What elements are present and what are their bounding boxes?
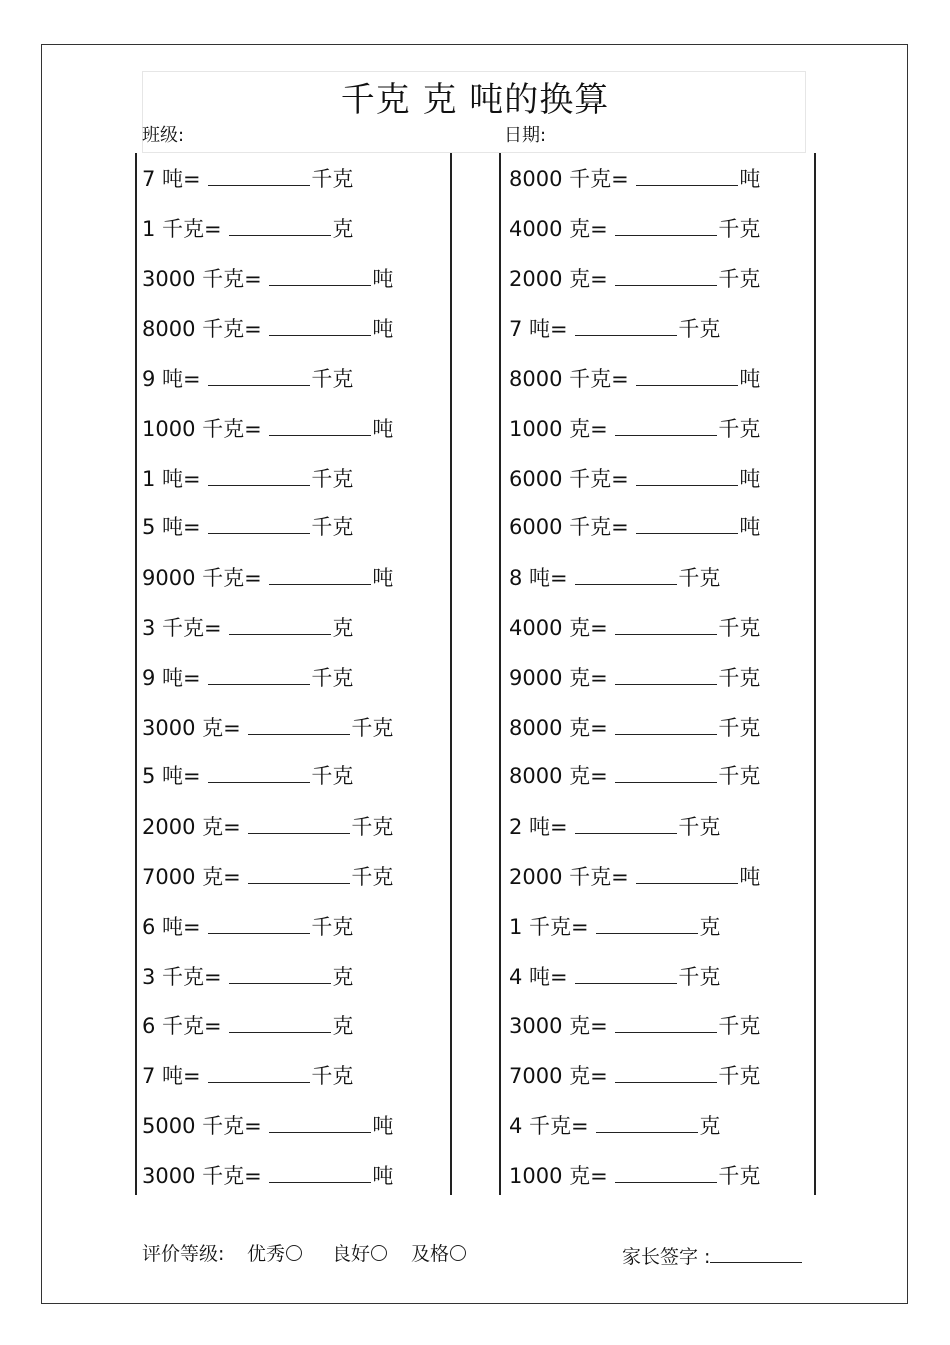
answer-blank[interactable] <box>269 413 371 436</box>
problem-unit: 千克 <box>311 666 354 690</box>
answer-blank[interactable] <box>575 811 677 834</box>
problem-unit: 千克 <box>351 815 394 839</box>
problem-prefix: 1000 克= <box>509 417 608 441</box>
answer-blank[interactable] <box>208 463 310 486</box>
problem-prefix: 4000 克= <box>509 217 608 241</box>
answer-blank[interactable] <box>636 463 738 486</box>
problem-prefix: 9000 克= <box>509 666 608 690</box>
answer-blank[interactable] <box>615 712 717 735</box>
circle-checkbox-icon[interactable] <box>371 1245 387 1261</box>
answer-blank[interactable] <box>615 1160 717 1183</box>
problem-row <box>509 712 760 742</box>
signature-blank[interactable] <box>710 1240 802 1263</box>
problem-prefix: 1000 千克= <box>142 417 262 441</box>
problem-prefix: 8000 克= <box>509 716 608 740</box>
problem-prefix: 7 吨= <box>142 1064 201 1088</box>
problem-prefix: 8000 千克= <box>509 167 629 191</box>
problem-unit: 千克 <box>718 217 761 241</box>
problem-prefix: 3000 克= <box>509 1014 608 1038</box>
problem-unit: 吨 <box>372 417 394 441</box>
answer-blank[interactable] <box>269 562 371 585</box>
answer-blank[interactable] <box>636 363 738 386</box>
problem-unit: 吨 <box>372 317 394 341</box>
problem-prefix: 5000 千克= <box>142 1114 262 1138</box>
problem-unit: 千克 <box>718 666 761 690</box>
problem-row <box>142 1160 393 1190</box>
problem-prefix: 1 千克= <box>142 217 222 241</box>
problem-unit: 千克 <box>311 367 354 391</box>
column-divider <box>499 153 501 1195</box>
problem-unit: 吨 <box>739 865 761 889</box>
answer-blank[interactable] <box>208 511 310 534</box>
column-divider <box>135 153 137 1195</box>
problem-row <box>142 760 353 790</box>
problem-row <box>509 911 720 941</box>
answer-blank[interactable] <box>575 562 677 585</box>
problem-unit: 千克 <box>311 915 354 939</box>
problem-prefix: 3 千克= <box>142 965 222 989</box>
problem-unit: 千克 <box>718 1164 761 1188</box>
problem-row <box>142 1010 353 1040</box>
answer-blank[interactable] <box>636 511 738 534</box>
rating-option-label: 良好 <box>332 1243 371 1265</box>
problem-prefix: 4 千克= <box>509 1114 589 1138</box>
column-divider <box>814 153 816 1195</box>
problem-unit: 吨 <box>372 1164 394 1188</box>
answer-blank[interactable] <box>208 163 310 186</box>
rating-option-pass[interactable] <box>411 1240 466 1268</box>
rating-option-label: 及格 <box>411 1243 450 1265</box>
rating-option-excellent[interactable] <box>247 1240 302 1268</box>
problem-row <box>509 1160 760 1190</box>
parent-signature <box>622 1240 802 1271</box>
problem-unit: 吨 <box>739 367 761 391</box>
answer-blank[interactable] <box>229 213 331 236</box>
problem-unit: 千克 <box>718 267 761 291</box>
circle-checkbox-icon[interactable] <box>286 1245 302 1261</box>
answer-blank[interactable] <box>615 760 717 783</box>
answer-blank[interactable] <box>229 1010 331 1033</box>
problem-row <box>142 163 353 193</box>
column-divider <box>450 153 452 1195</box>
answer-blank[interactable] <box>248 712 350 735</box>
problem-unit: 吨 <box>739 515 761 539</box>
problem-unit: 千克 <box>678 317 721 341</box>
answer-blank[interactable] <box>636 861 738 884</box>
problem-row <box>509 1060 760 1090</box>
problem-row <box>509 213 760 243</box>
problem-row <box>142 213 353 243</box>
answer-blank[interactable] <box>615 612 717 635</box>
answer-blank[interactable] <box>229 612 331 635</box>
problem-prefix: 8000 千克= <box>509 367 629 391</box>
problem-unit: 吨 <box>372 1114 394 1138</box>
problem-row <box>142 861 393 891</box>
problem-unit: 千克 <box>718 1014 761 1038</box>
signature-label: 家长签字 : <box>622 1246 711 1268</box>
problem-prefix: 1 千克= <box>509 915 589 939</box>
problem-prefix: 6 千克= <box>142 1014 222 1038</box>
answer-blank[interactable] <box>596 911 698 934</box>
problem-row <box>142 662 353 692</box>
problem-row <box>509 413 760 443</box>
problem-prefix: 9 吨= <box>142 666 201 690</box>
problem-unit: 吨 <box>739 467 761 491</box>
problem-row <box>142 811 393 841</box>
problem-prefix: 2 吨= <box>509 815 568 839</box>
answer-blank[interactable] <box>575 313 677 336</box>
problem-unit: 克 <box>332 616 354 640</box>
problem-prefix: 5 吨= <box>142 764 201 788</box>
answer-blank[interactable] <box>208 911 310 934</box>
problem-unit: 克 <box>699 1114 721 1138</box>
problem-row <box>509 811 720 841</box>
answer-blank[interactable] <box>615 1060 717 1083</box>
problem-prefix: 6 吨= <box>142 915 201 939</box>
answer-blank[interactable] <box>269 263 371 286</box>
problem-row <box>142 463 353 493</box>
problem-unit: 千克 <box>311 467 354 491</box>
problem-unit: 克 <box>332 1014 354 1038</box>
problem-prefix: 8000 克= <box>509 764 608 788</box>
problem-row <box>509 263 760 293</box>
problem-row <box>142 363 353 393</box>
problem-prefix: 8 吨= <box>509 566 568 590</box>
problem-row <box>142 911 353 941</box>
problem-prefix: 6000 千克= <box>509 515 629 539</box>
problem-unit: 吨 <box>372 267 394 291</box>
answer-blank[interactable] <box>269 1160 371 1183</box>
answer-blank[interactable] <box>248 811 350 834</box>
answer-blank[interactable] <box>575 961 677 984</box>
problem-row <box>142 511 353 541</box>
problem-row <box>142 612 353 642</box>
problem-unit: 千克 <box>718 1064 761 1088</box>
problem-row <box>509 363 760 393</box>
answer-blank[interactable] <box>636 163 738 186</box>
problem-unit: 克 <box>332 217 354 241</box>
problem-prefix: 7 吨= <box>142 167 201 191</box>
problem-prefix: 7 吨= <box>509 317 568 341</box>
problem-prefix: 7000 克= <box>142 865 241 889</box>
answer-blank[interactable] <box>615 213 717 236</box>
problem-row <box>142 562 393 592</box>
problem-prefix: 3 千克= <box>142 616 222 640</box>
problem-row <box>509 1110 720 1140</box>
problem-unit: 克 <box>699 915 721 939</box>
problem-unit: 千克 <box>718 716 761 740</box>
problem-row <box>509 662 760 692</box>
problem-unit: 克 <box>332 965 354 989</box>
problem-row <box>509 760 760 790</box>
class-label: 班级: <box>142 125 185 146</box>
problem-row <box>142 712 393 742</box>
answer-blank[interactable] <box>615 1010 717 1033</box>
problem-prefix: 4 吨= <box>509 965 568 989</box>
problem-prefix: 3000 千克= <box>142 267 262 291</box>
problem-prefix: 1000 克= <box>509 1164 608 1188</box>
problem-unit: 千克 <box>678 566 721 590</box>
problem-unit: 千克 <box>718 616 761 640</box>
problem-row <box>509 463 760 493</box>
rating-option-label: 优秀 <box>247 1243 286 1265</box>
problem-row <box>142 961 353 991</box>
problem-row <box>142 1060 353 1090</box>
answer-blank[interactable] <box>248 861 350 884</box>
problem-unit: 千克 <box>678 965 721 989</box>
date-label: 日期: <box>504 125 547 146</box>
answer-blank[interactable] <box>615 263 717 286</box>
problem-prefix: 9 吨= <box>142 367 201 391</box>
problem-unit: 千克 <box>351 716 394 740</box>
problem-row <box>142 413 393 443</box>
problem-prefix: 3000 克= <box>142 716 241 740</box>
rating-option-good[interactable] <box>332 1240 387 1268</box>
problem-unit: 千克 <box>311 515 354 539</box>
answer-blank[interactable] <box>229 961 331 984</box>
problem-row <box>509 861 760 891</box>
problem-unit: 千克 <box>678 815 721 839</box>
problem-unit: 千克 <box>311 1064 354 1088</box>
problem-prefix: 6000 千克= <box>509 467 629 491</box>
problem-prefix: 9000 千克= <box>142 566 262 590</box>
problem-row <box>509 961 720 991</box>
problem-unit: 吨 <box>739 167 761 191</box>
problem-unit: 千克 <box>718 764 761 788</box>
problem-unit: 千克 <box>311 167 354 191</box>
answer-blank[interactable] <box>208 760 310 783</box>
answer-blank[interactable] <box>269 1110 371 1133</box>
problem-prefix: 5 吨= <box>142 515 201 539</box>
problem-prefix: 2000 克= <box>142 815 241 839</box>
problem-row <box>509 163 760 193</box>
problem-unit: 千克 <box>718 417 761 441</box>
problem-unit: 千克 <box>351 865 394 889</box>
circle-checkbox-icon[interactable] <box>450 1245 466 1261</box>
problem-prefix: 2000 克= <box>509 267 608 291</box>
problem-row <box>509 511 760 541</box>
problem-prefix: 1 吨= <box>142 467 201 491</box>
answer-blank[interactable] <box>208 662 310 685</box>
problem-prefix: 4000 克= <box>509 616 608 640</box>
problem-unit: 吨 <box>372 566 394 590</box>
answer-blank[interactable] <box>208 363 310 386</box>
problem-row <box>142 263 393 293</box>
answer-blank[interactable] <box>269 313 371 336</box>
problem-row <box>142 1110 393 1140</box>
answer-blank[interactable] <box>615 413 717 436</box>
problem-prefix: 7000 克= <box>509 1064 608 1088</box>
rating-label: 评价等级: <box>142 1243 225 1265</box>
answer-blank[interactable] <box>208 1060 310 1083</box>
problem-row <box>142 313 393 343</box>
answer-blank[interactable] <box>596 1110 698 1133</box>
problem-prefix: 3000 千克= <box>142 1164 262 1188</box>
problem-prefix: 8000 千克= <box>142 317 262 341</box>
problem-unit: 千克 <box>311 764 354 788</box>
problem-prefix: 2000 千克= <box>509 865 629 889</box>
problem-row <box>509 1010 760 1040</box>
answer-blank[interactable] <box>615 662 717 685</box>
problem-row <box>509 562 720 592</box>
page-title: 千克 克 吨的换算 <box>340 80 610 120</box>
problem-row <box>509 313 720 343</box>
problem-row <box>509 612 760 642</box>
